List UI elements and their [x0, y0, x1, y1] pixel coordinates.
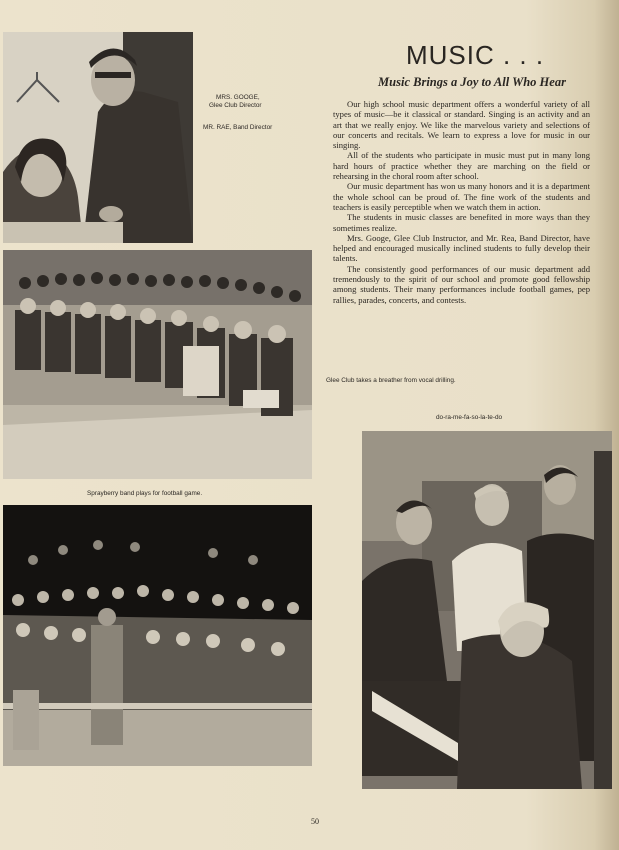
band-photo: [3, 505, 312, 766]
scale-caption: do-ra-me-fa-so-la-te-do: [436, 414, 503, 421]
rae-caption: MR. RAE, Band Director: [203, 124, 273, 131]
article-body: [333, 99, 590, 305]
article-paragraph: The students in music classes are benefited in more ways than they sometimes realize.: [333, 212, 590, 233]
article-paragraph: All of the students who participate in music must put in many long hard hours of practice whether they are marching on the field or rehearsing in the choral room after school.: [333, 150, 590, 182]
googe-caption-role: Glee Club Director: [209, 102, 262, 109]
article-paragraph: Our high school music department offers a wonderful variety of all types of music—be it classical or standard. Singing is an activity and an art that we really enjoy. We like the marvelous variety and selections of our concerts and recitals. We learn to express a love for music in our singing.: [333, 99, 590, 151]
glee-club-caption: Glee Club takes a breather from vocal drilling.: [326, 377, 456, 384]
article-paragraph: Our music department has won us many honors and it is a department the whole school can be proud of. The fine work of the students and teachers is easily perceptible when we watch them in action.: [333, 181, 590, 212]
article-paragraph: Mrs. Googe, Glee Club Instructor, and Mr. Rea, Band Director, have helped and encouraged musically inclined students to fully develop their talents.: [333, 232, 590, 264]
googe-caption-name: MRS. GOOGE,: [216, 94, 260, 101]
article-paragraph: The consistently good performances of our music department add tremendously to the spirit of our school and promote good fellowship among students. Their many performances include football games, pep rallies, parades, concerts, and contests.: [333, 263, 590, 305]
piano-photo: [362, 431, 612, 789]
glee-club-photo: [3, 250, 312, 479]
page-subtitle: Music Brings a Joy to All Who Hear: [378, 75, 566, 89]
band-caption: Sprayberry band plays for football game.: [87, 490, 203, 497]
directors-photo: [3, 32, 193, 243]
page-number: 50: [311, 817, 319, 826]
page-title: MUSIC . . .: [405, 40, 545, 70]
